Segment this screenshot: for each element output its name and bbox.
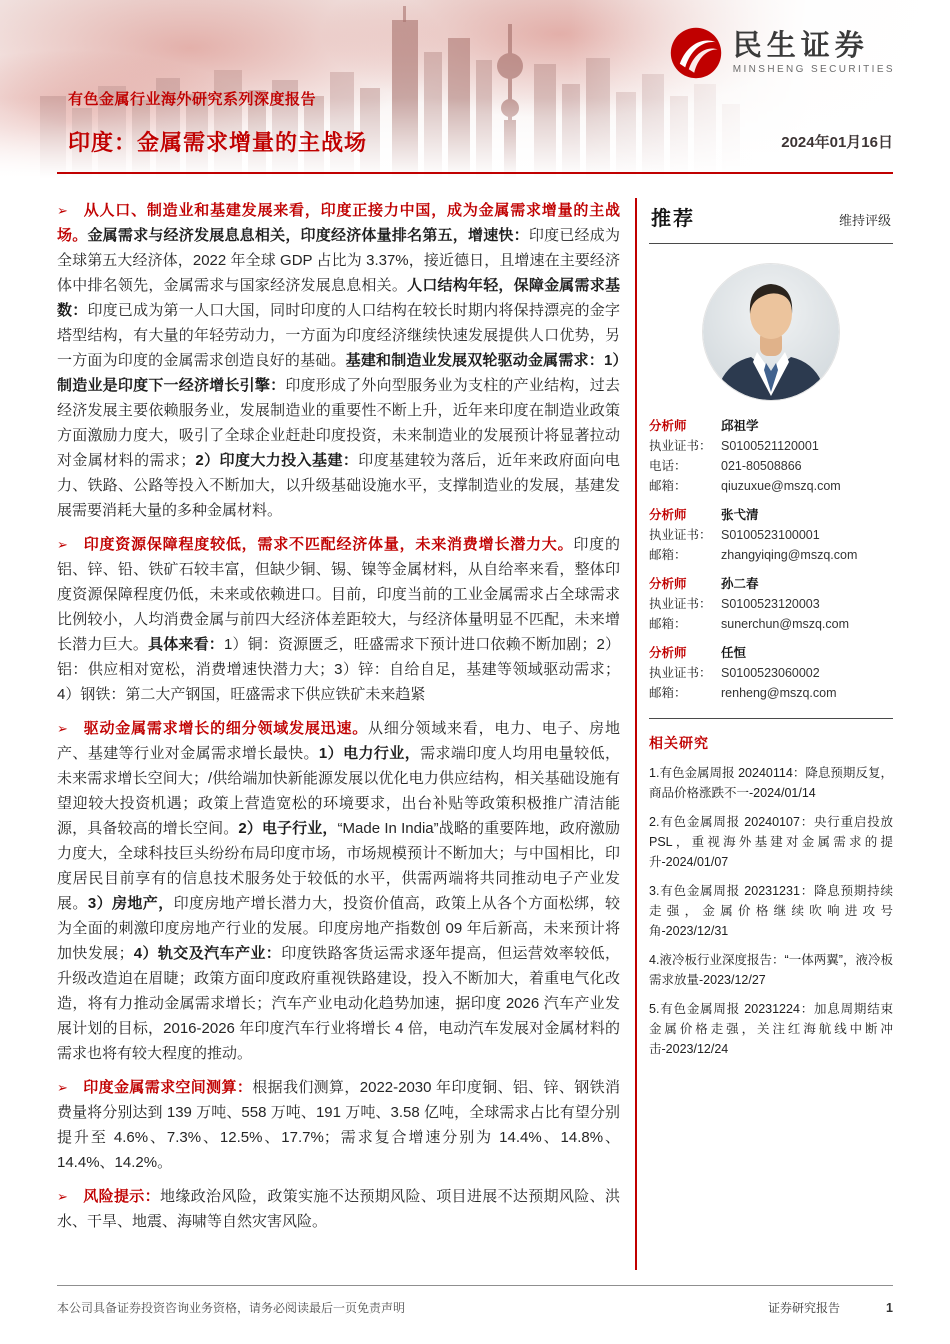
report-paragraph	[57, 532, 620, 707]
paragraph-text: 印度形成了外向型服务业为支柱的产业结构，过去经济发展主要依赖服务业，发展制造业的重要性不断上升，近年来印度在制造业政策方面激励力度大，吸引了全球企业赶赴印度投资，未来制造业的发展预计将显著拉动对金属材料的需求；	[57, 377, 620, 469]
related-research-title: 相关研究	[649, 735, 709, 751]
analyst-role-label: 分析师	[649, 577, 687, 591]
rating-action: 维持评级	[838, 213, 891, 228]
report-body	[57, 198, 620, 1270]
analyst-field-label: 执业证书：	[649, 439, 712, 453]
analyst-field-value: 021-80508866	[721, 459, 802, 473]
report-paragraph	[57, 1075, 620, 1175]
analyst-field-label: 执业证书：	[649, 666, 712, 680]
analyst-field-value: S0100521120001	[721, 439, 819, 453]
paragraph-lead-text: 风险提示：	[82, 1188, 160, 1205]
report-paragraph	[57, 1184, 620, 1234]
analyst-role-label: 分析师	[649, 646, 687, 660]
paragraph-bold-text: 2）印度大力投入基建：	[195, 452, 359, 469]
paragraph-bold-text: 4）轨交及汽车产业：	[133, 945, 282, 962]
paragraph-text: 需求端印度人均用电量较低，未来需求增长空间大；/供给端加快新能源发展以优化电力供应结构，相关基础设施有望迎较大投资机遇；政策上营造宽松的环境要求，出台补贴等政策积极推广清洁能源，具备较高的增长空间。	[57, 745, 620, 837]
paragraph-text: 根据我们测算，2022-2030 年印度铜、铝、锌、钢铁消费量将分别达到 139 万吨、558 万吨、191 万吨、3.58 亿吨，全球需求占比有望分别提升至 4.6%、7.3%、12.5%、17.7%；需求复合增速分别为 14.4%、14.8%、14.4%、14.2%。	[57, 1079, 620, 1171]
bullet-arrow-icon: ➢	[57, 203, 68, 218]
footer-page-number: 1	[886, 1301, 893, 1315]
analyst-field-label: 电话：	[649, 459, 687, 473]
analyst-field-label: 执业证书：	[649, 597, 712, 611]
report-date: 2024年01月16日	[781, 134, 893, 151]
report-paragraph	[57, 716, 620, 1066]
rating-row	[649, 198, 893, 243]
related-research-item: 4.液冷板行业深度报告：“一体两翼”，液冷板需求放量-2023/12/27	[649, 953, 893, 987]
rating-label: 推荐	[651, 208, 695, 230]
paragraph-bold-text: 具体来看：	[148, 636, 224, 653]
analyst-field-label: 邮箱：	[649, 548, 687, 562]
paragraph-lead-text: 从人口、制造业和基建发展来看，印度正接力中国，成为金属需求增量的主战场。	[57, 202, 620, 244]
paragraph-bold-text: 2）电子行业，	[238, 820, 338, 837]
paragraph-lead-text: 驱动金属需求增长的细分领域发展迅速。	[82, 720, 369, 737]
logo-text-cn: 民生证券	[732, 29, 869, 62]
analyst-list	[649, 416, 893, 718]
footer-doc-type: 证券研究报告	[768, 1301, 841, 1315]
report-paragraph	[57, 198, 620, 523]
report-series-label: 有色金属行业海外研究系列深度报告	[68, 91, 317, 108]
report-banner	[0, 0, 950, 178]
paragraph-text: 印度基建较为落后，近年来政府面向电力、铁路、公路等投入不断加大，以升级基础设施水平，支撑制造业的发展，基建发展需要消耗大量的多种金属材料。	[57, 452, 620, 519]
header-divider	[57, 172, 893, 174]
analyst-field-label: 邮箱：	[649, 617, 687, 631]
paragraph-text: 印度已经成为全球第五大经济体，2022 年全球 GDP 占比为 3.37%，接近德日，且增速在主要经济体中排名领先，金属需求与国家经济发展息息相关。	[57, 227, 620, 294]
paragraph-text: 地缘政治风险，政策实施不达预期风险、项目进展不达预期风险、洪水、干旱、地震、海啸等自然灾害风险。	[57, 1188, 620, 1230]
paragraph-bold-text: 基建和制造业发展双轮驱动金属需求：1）制造业是印度下一经济增长引擎：	[57, 352, 620, 394]
analyst-field-value: renheng@mszq.com	[721, 686, 837, 700]
report-sidebar	[637, 198, 893, 1270]
analyst-role-label: 分析师	[649, 419, 687, 433]
analyst-name: 孙二春	[721, 577, 759, 591]
bullet-arrow-icon: ➢	[57, 537, 68, 552]
sidebar-divider-bottom	[649, 718, 893, 719]
analyst-block	[649, 416, 893, 496]
analyst-field-value: S0100523100001	[721, 528, 820, 542]
related-research-item: 5.有色金属周报 20231224：加息周期结束金属价格走强，关注红海航线中断冲击-2023/12/24	[649, 1002, 893, 1056]
analyst-field-value: S0100523120003	[721, 597, 820, 611]
paragraph-text: 印度铁路客货运需求逐年提高，但运营效率较低，升级改造迫在眉睫；政策方面印度政府重视铁路建设，投入不断加大，着重电气化改造，将有力推动金属需求增长；汽车产业电动化趋势加速，据印度 2026 汽车产业发展计划的目标，2016-2026 年印度汽车行业将增长 4 倍，电动汽车发展对金属材料的需求也将有较大程度的推动。	[57, 945, 620, 1062]
report-title: 印度：金属需求增量的主战场	[68, 130, 368, 155]
paragraph-bold-text: 1）电力行业，	[318, 745, 421, 762]
minsheng-logo	[669, 26, 895, 80]
paragraph-lead-text: 印度资源保障程度较低，需求不匹配经济体量，未来消费增长潜力大。	[82, 536, 574, 553]
bullet-arrow-icon: ➢	[57, 1189, 68, 1204]
analyst-name: 张弋清	[721, 508, 759, 522]
analyst-field-value: qiuzuxue@mszq.com	[721, 479, 841, 493]
analyst-role-label: 分析师	[649, 508, 687, 522]
paragraph-lead-text: 印度金属需求空间测算：	[82, 1079, 253, 1096]
related-research-item: 1.有色金属周报 20240114：降息预期反复，商品价格涨跌不一-2024/01/14	[649, 766, 893, 800]
analyst-portrait-illustration	[703, 264, 839, 400]
analyst-portrait-photo	[703, 264, 839, 400]
footer-disclaimer: 本公司具备证券投资咨询业务资格，请务必阅读最后一页免责声明	[57, 1301, 406, 1315]
analyst-field-value: zhangyiqing@mszq.com	[721, 548, 858, 562]
bullet-arrow-icon: ➢	[57, 721, 68, 736]
paragraph-text: 印度已成为第一人口大国，同时印度的人口结构在较长时期内将保持漂亮的金字塔型结构，有大量的年轻劳动力，一方面为印度经济继续快速发展提供人口优势，另一方面为印度的金属需求创造良好的基础。	[57, 302, 620, 369]
analyst-block	[649, 505, 893, 565]
paragraph-bold-text: 3）房地产，	[87, 895, 174, 912]
paragraph-bold-text: 人口结构年轻，保障金属需求基数：	[57, 277, 620, 319]
paragraph-text: 1）铜：资源匮乏，旺盛需求下预计进口依赖不断加剧；2）铝：供应相对宽松，消费增速快潜力大；3）锌：自给自足，基建等领域驱动需求；4）钢铁：第二大产钢国，旺盛需求下供应铁矿未来趋紧	[57, 636, 620, 703]
related-research-list	[649, 763, 893, 1068]
paragraph-text: 印度的铝、锌、铅、铁矿石较丰富，但缺少铜、锡、镍等金属材料，从自给率来看，整体印度资源保障程度仍低，未来或依赖进口。目前，印度当前的工业金属需求占全球需求比例较小，人均消费金属与前四大经济体差距较大，与经济体量明显不匹配，未来增长潜力巨大。	[57, 536, 620, 653]
minsheng-emblem-icon	[669, 26, 723, 80]
logo-text-en: MINSHENG SECURITIES	[732, 64, 895, 76]
analyst-name: 任恒	[721, 646, 747, 660]
analyst-field-label: 邮箱：	[649, 686, 687, 700]
analyst-field-value: S0100523060002	[721, 666, 820, 680]
analyst-field-label: 邮箱：	[649, 479, 687, 493]
analyst-field-label: 执业证书：	[649, 528, 712, 542]
analyst-field-value: sunerchun@mszq.com	[721, 617, 850, 631]
analyst-name: 邱祖学	[721, 419, 759, 433]
paragraph-text: 印度房地产增长潜力大，投资价值高，政策上从各个方面松绑，较为全面的刺激印度房地产行业的发展。印度房地产指数创 09 年后新高，未来预计将加快发展；	[57, 895, 620, 962]
related-research-item: 3.有色金属周报 20231231：降息预期持续走强，金属价格继续吹响进攻号角-2023/12/31	[649, 884, 893, 938]
bullet-arrow-icon: ➢	[57, 1080, 68, 1095]
paragraph-bold-text: 金属需求与经济发展息息相关，印度经济体量排名第五，增速快：	[87, 227, 529, 244]
analyst-block	[649, 574, 893, 634]
paragraph-text: “Made In India”战略的重要阵地，政府激励力度大，全球科技巨头纷纷布局印度市场，市场规模预计不断加大；与中国相比，印度居民目前享有的信息技术服务处于较低的水平，供需两端将共同推动电子产业发展。	[57, 820, 620, 912]
analyst-block	[649, 643, 893, 703]
related-research-item: 2.有色金属周报 20240107：央行重启投放PSL，重视海外基建对金属需求的提升-2024/01/07	[649, 815, 893, 869]
paragraph-text: 从细分领域来看，电力、电子、房地产、基建等行业对金属需求增长最快。	[57, 720, 620, 762]
page-footer	[57, 1285, 893, 1316]
